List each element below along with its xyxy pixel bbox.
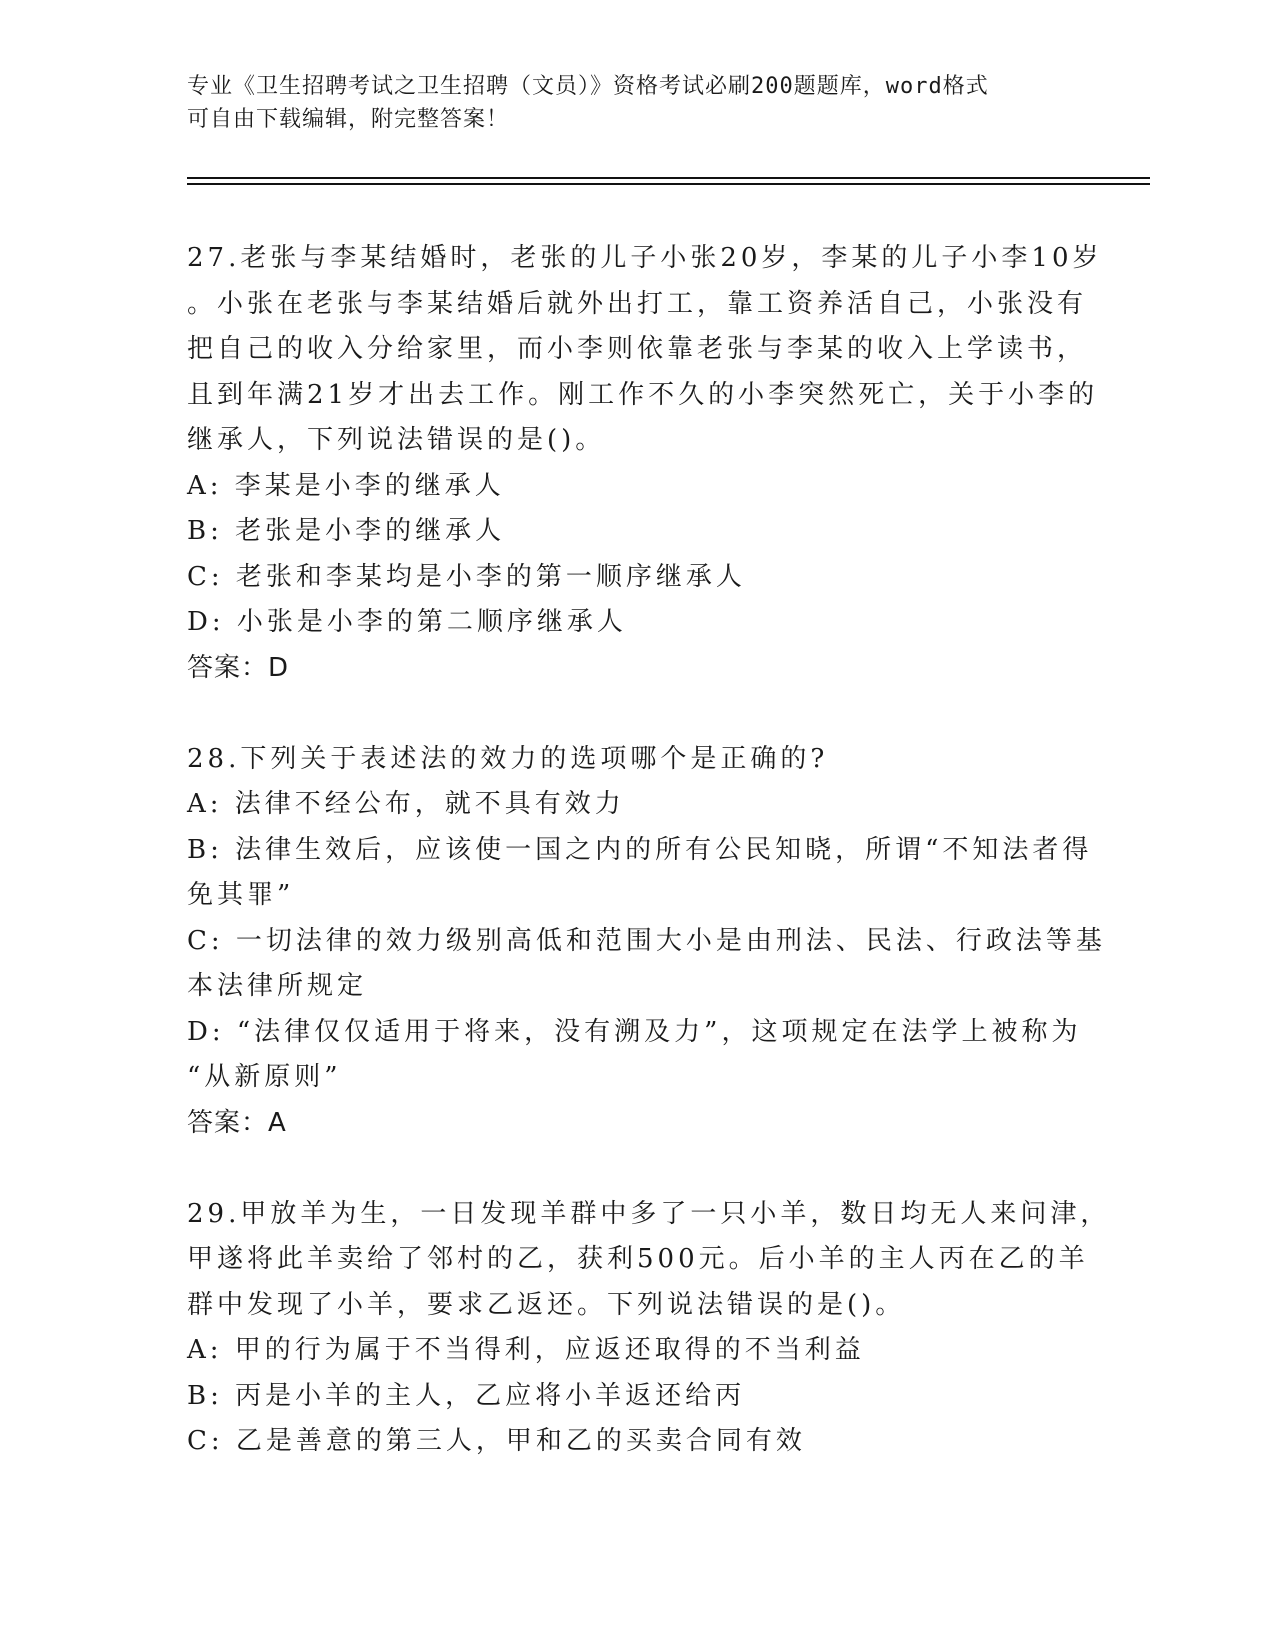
option-a: A: 甲的行为属于不当得利，应返还取得的不当利益 <box>187 1335 865 1365</box>
header-line-2: 可自由下载编辑，附完整答案！ <box>187 107 510 132</box>
option-d-continued: “从新原则” <box>187 1062 342 1092</box>
header-rule-top <box>187 177 1150 179</box>
question-stem-line: 继承人，下列说法错误的是()。 <box>187 425 606 455</box>
option-b: B: 法律生效后，应该使一国之内的所有公民知晓，所谓“不知法者得 <box>187 834 1093 865</box>
question-stem-line: 29.甲放羊为生，一日发现羊群中多了一只小羊，数日均无人来问津， <box>187 1198 1111 1229</box>
header-line-1: 专业《卫生招聘考试之卫生招聘（文员）》资格考试必刷200题题库，word格式 <box>187 74 989 99</box>
question-stem-line: 。小张在老张与李某结婚后就外出打工，靠工资养活自己，小张没有 <box>187 288 1088 319</box>
option-d: D: “法律仅仅适用于将来，没有溯及力”，这项规定在法学上被称为 <box>187 1016 1082 1047</box>
question-stem-line: 把自己的收入分给家里，而小李则依靠老张与李某的收入上学读书， <box>187 334 1088 364</box>
question-28 <box>187 737 1106 1147</box>
question-stem-line: 甲遂将此羊卖给了邻村的乙，获利500元。后小羊的主人丙在乙的羊 <box>187 1244 1089 1274</box>
question-stem-line: 群中发现了小羊，要求乙返还。下列说法错误的是()。 <box>187 1289 906 1320</box>
option-c: C: 乙是善意的第三人，甲和乙的买卖合同有效 <box>187 1426 806 1456</box>
question-spacer <box>187 691 1087 737</box>
answer-label: 答案：D <box>187 652 290 683</box>
option-a: A: 法律不经公布，就不具有效力 <box>187 789 625 819</box>
answer-label: 答案：A <box>187 1107 287 1138</box>
option-c: C: 老张和李某均是小李的第一顺序继承人 <box>187 561 746 592</box>
document-header <box>187 70 1087 136</box>
option-c-continued: 本法律所规定 <box>187 971 368 1001</box>
option-c: C: 一切法律的效力级别高低和范围大小是由刑法、民法、行政法等基 <box>187 925 1106 956</box>
question-27 <box>187 236 1103 691</box>
question-stem-line: 27.老张与李某结婚时，老张的儿子小张20岁，李某的儿子小李10岁 <box>187 243 1103 273</box>
option-a: A: 李某是小李的继承人 <box>187 470 505 501</box>
header-rule-bottom <box>187 183 1150 185</box>
question-29 <box>187 1192 1111 1465</box>
option-b: B: 老张是小李的继承人 <box>187 516 506 546</box>
question-spacer <box>187 1146 1087 1192</box>
question-stem-line: 28.下列关于表述法的效力的选项哪个是正确的? <box>187 743 829 774</box>
option-b: B: 丙是小羊的主人，乙应将小羊返还给丙 <box>187 1380 746 1411</box>
question-list <box>187 236 1111 1465</box>
option-b-continued: 免其罪” <box>187 880 295 910</box>
option-d: D: 小张是小李的第二顺序继承人 <box>187 607 627 637</box>
question-stem-line: 且到年满21岁才出去工作。刚工作不久的小李突然死亡，关于小李的 <box>187 379 1099 410</box>
